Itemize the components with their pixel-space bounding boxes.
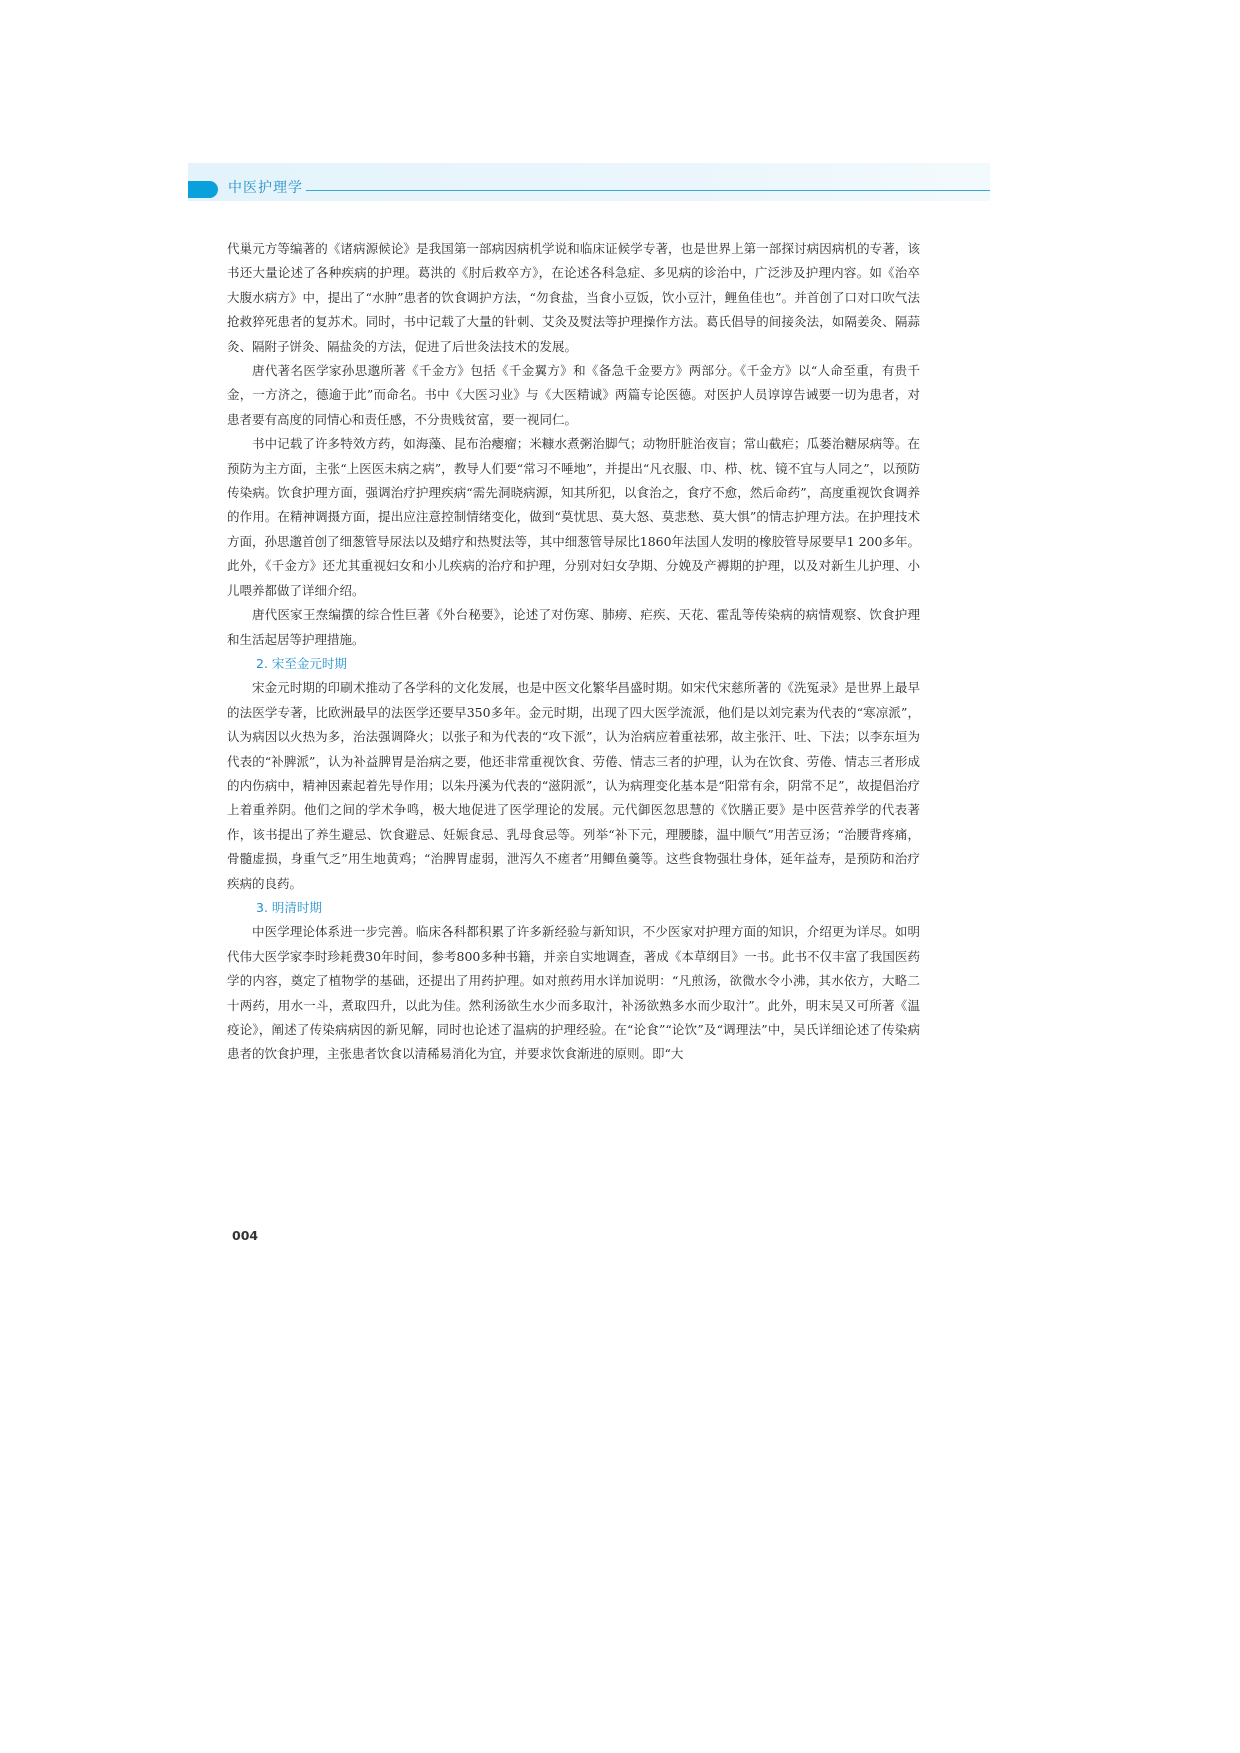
paragraph-2: 唐代著名医学家孙思邈所著《千金方》包括《千金翼方》和《备急千金要方》两部分。《千金方》以“人命至重，有贵千金，一方济之，德逾于此”而命名。书中《大医习业》与《大医精诚》两篇专论医德。对医护人员谆谆告诫要一切为患者，对患者要有高度的同情心和责任感，不分贵贱贫富，要一视同仁。 — [227, 363, 920, 427]
section-heading-ming-qing: 3. 明清时期 — [256, 899, 322, 915]
paragraph-4: 唐代医家王焘编撰的综合性巨著《外台秘要》，论述了对伤寒、肺痨、疟疾、天花、霍乱等传染病的病情观察、饮食护理和生活起居等护理措施。 — [227, 607, 920, 647]
page-number: 004 — [232, 1228, 259, 1243]
paragraph-1: 代巢元方等编著的《诸病源候论》是我国第一部病因病机学说和临床证候学专著，也是世界上第一部探讨病因病机的专著，该书还大量论述了各种疾病的护理。葛洪的《肘后救卒方》，在论述各科急症、多见病的诊治中，广泛涉及护理内容。如《治卒大腹水病方》中，提出了“水肿”患者的饮食调护方法，“勿食盐，当食小豆饭，饮小豆汁，鲤鱼佳也”。并首创了口对口吹气法抢救猝死患者的复苏术。同时，书中记载了大量的针刺、艾灸及熨法等护理操作方法。葛氏倡导的间接灸法，如隔姜灸、隔蒜灸、隔附子饼灸、隔盐灸的方法，促进了后世灸法技术的发展。 — [227, 241, 920, 354]
header-rule — [306, 190, 990, 191]
body-text — [227, 237, 920, 1067]
header-band — [188, 163, 990, 201]
paragraph-5: 宋金元时期的印刷术推动了各学科的文化发展，也是中医文化繁华昌盛时期。如宋代宋慈所著的《洗冤录》是世界上最早的法医学专著，比欧洲最早的法医学还要早350多年。金元时期，出现了四大医学流派，他们是以刘完素为代表的“寒凉派”，认为病因以火热为多，治法强调降火；以张子和为代表的“攻下派”，认为治病应着重祛邪，故主张汗、吐、下法；以李东垣为代表的“补脾派”，认为补益脾胃是治病之要，他还非常重视饮食、劳倦、情志三者的护理，认为在饮食、劳倦、情志三者形成的内伤病中，精神因素起着先导作用；以朱丹溪为代表的“滋阴派”，认为病理变化基本是“阳常有余，阴常不足”，故提倡治疗上着重养阴。他们之间的学术争鸣，极大地促进了医学理论的发展。元代御医忽思慧的《饮膳正要》是中医营养学的代表著作，该书提出了养生避忌、饮食避忌、妊娠食忌、乳母食忌等。列举“补下元，理腰膝，温中顺气”用苦豆汤；“治腰背疼痛，骨髓虚损，身重气乏”用生地黄鸡；“治脾胃虚弱，泄泻久不瘥者”用鲫鱼羹等。这些食物强壮身体，延年益寿，是预防和治疗疾病的良药。 — [227, 680, 920, 891]
header-tab-marker — [188, 181, 218, 198]
running-header-title: 中医护理学 — [228, 180, 303, 196]
paragraph-3: 书中记载了许多特效方药，如海藻、昆布治瘿瘤；米糠水煮粥治脚气；动物肝脏治夜盲；常山截疟；瓜蒌治糖尿病等。在预防为主方面，主张“上医医未病之病”，教导人们要“常习不唾地”，并提出“凡衣服、巾、栉、枕、镜不宜与人同之”，以预防传染病。饮食护理方面，强调治疗护理疾病“需先洞晓病源，知其所犯，以食治之，食疗不愈，然后命药”，高度重视饮食调养的作用。在精神调摄方面，提出应注意控制情绪变化，做到“莫忧思、莫大怒、莫悲愁、莫大惧”的情志护理方法。在护理技术方面，孙思邈首创了细葱管导尿法以及蜡疗和热熨法等，其中细葱管导尿比1860年法国人发明的橡胶管导尿要早1 200多年。此外，《千金方》还尤其重视妇女和小儿疾病的治疗和护理，分别对妇女孕期、分娩及产褥期的护理，以及对新生儿护理、小儿喂养都做了详细介绍。 — [227, 436, 920, 598]
paragraph-6: 中医学理论体系进一步完善。临床各科都积累了许多新经验与新知识，不少医家对护理方面的知识，介绍更为详尽。如明代伟大医学家李时珍耗费30年时间，参考800多种书籍，并亲自实地调查，著成《本草纲目》一书。此书不仅丰富了我国医药学的内容，奠定了植物学的基础，还提出了用药护理。如对煎药用水详加说明：“凡煎汤，欲微水令小沸，其水依方，大略二十两药，用水一斗，煮取四升，以此为佳。然利汤欲生水少而多取汁，补汤欲熟多水而少取汁”。此外，明末吴又可所著《温疫论》，阐述了传染病病因的新见解，同时也论述了温病的护理经验。在“论食”“论饮”及“调理法”中，吴氏详细论述了传染病患者的饮食护理，主张患者饮食以清稀易消化为宜，并要求饮食渐进的原则。即“大 — [227, 924, 920, 1062]
section-heading-song-jin-yuan: 2. 宋至金元时期 — [256, 655, 347, 671]
